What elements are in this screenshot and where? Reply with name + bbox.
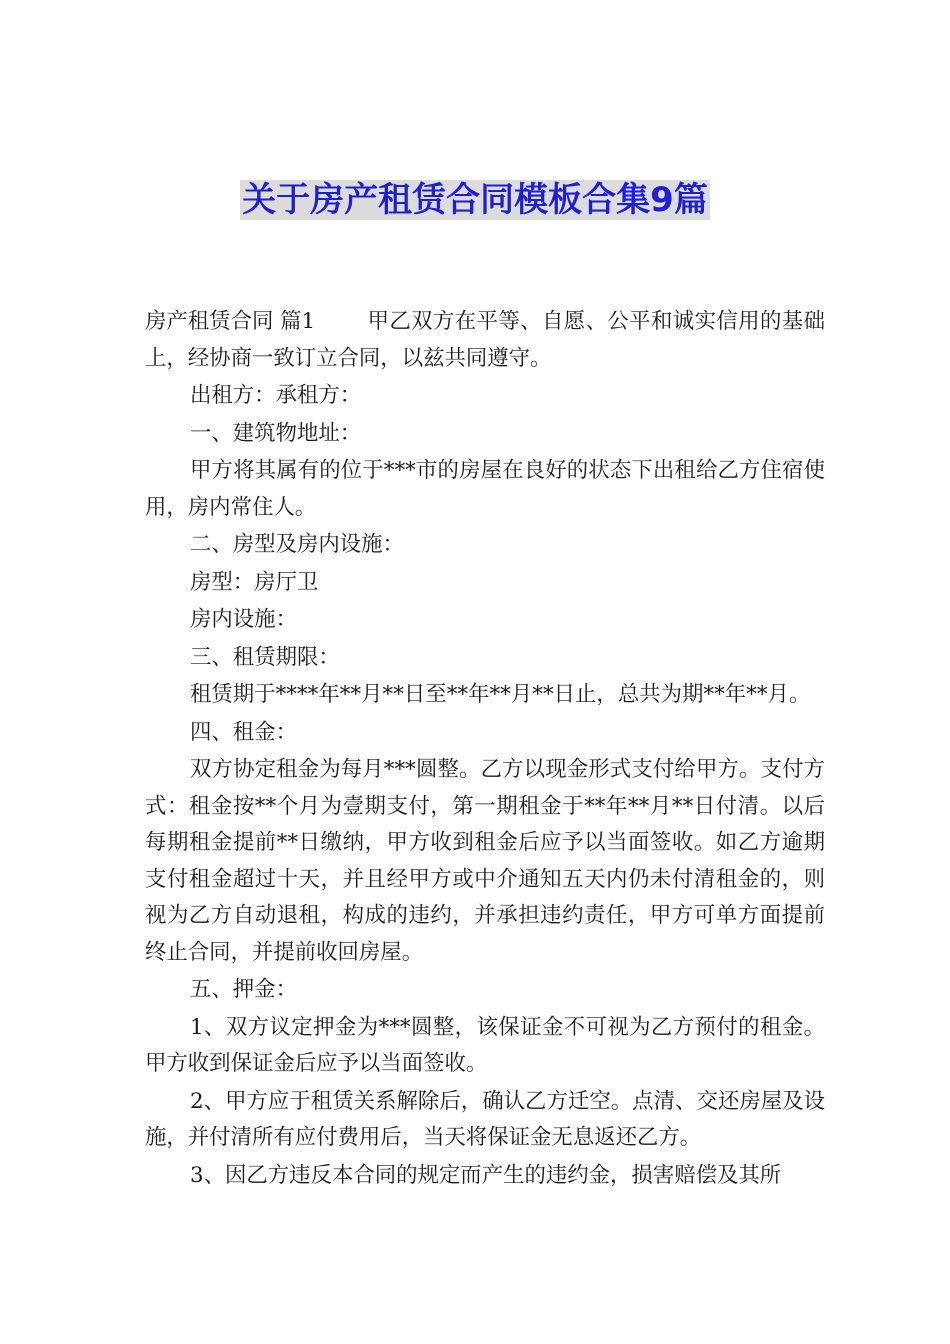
paragraph: 房型：房厅卫	[190, 569, 319, 595]
section-heading: 一、建筑物地址：	[190, 420, 362, 446]
paragraph: 双方协定租金为每月***圆整。乙方以现金形式支付给甲方。支付方式：租金按**个月为壹期支付，第一期租金于**年**月**日付清。以后每期租金提前**日缴纳，甲方收到租金后应予以当面签收。如乙方逾期支付租金超过十天，并且经甲方或中介通知五天内仍未付清租金的，则视为乙方自动退租，构成的违约，并承担违约责任，甲方可单方面提前终止合同，并提前收回房屋。	[145, 757, 825, 965]
paragraph-text: 甲乙双方在平等、自愿、公平和诚实信用的基础上，经协商一致订立合同，以兹共同遵守。	[145, 309, 825, 371]
document-body	[145, 304, 825, 1195]
paragraph: 房内设施：	[190, 607, 297, 632]
section-label: 房产租赁合同 篇1	[145, 309, 316, 334]
paragraph	[145, 304, 825, 377]
section-heading: 五、押金：	[190, 977, 297, 1002]
paragraph: 1、双方议定押金为***圆整，该保证金不可视为乙方预付的租金。甲方收到保证金后应予以当面签收。	[145, 1014, 825, 1076]
document-title	[0, 176, 950, 224]
paragraph: 出租方：承租方：	[190, 383, 362, 408]
section-heading: 三、租赁期限：	[190, 644, 340, 670]
section-heading: 二、房型及房内设施：	[190, 532, 404, 557]
paragraph: 租赁期于****年**月**日至**年**月**日止，总共为期**年**月。	[190, 682, 811, 707]
paragraph: 甲方将其属有的位于***市的房屋在良好的状态下出租给乙方住宿使用，房内常住人。	[145, 458, 825, 520]
paragraph: 3、因乙方违反本合同的规定而产生的违约金，损害赔偿及其所	[190, 1162, 782, 1188]
title-text: 关于房产租赁合同模板合集9篇	[242, 180, 708, 220]
paragraph: 2、甲方应于租赁关系解除后，确认乙方迁空。点清、交还房屋及设施，并付清所有应付费用后，当天将保证金无息返还乙方。	[145, 1088, 825, 1150]
section-heading: 四、租金：	[190, 719, 297, 745]
